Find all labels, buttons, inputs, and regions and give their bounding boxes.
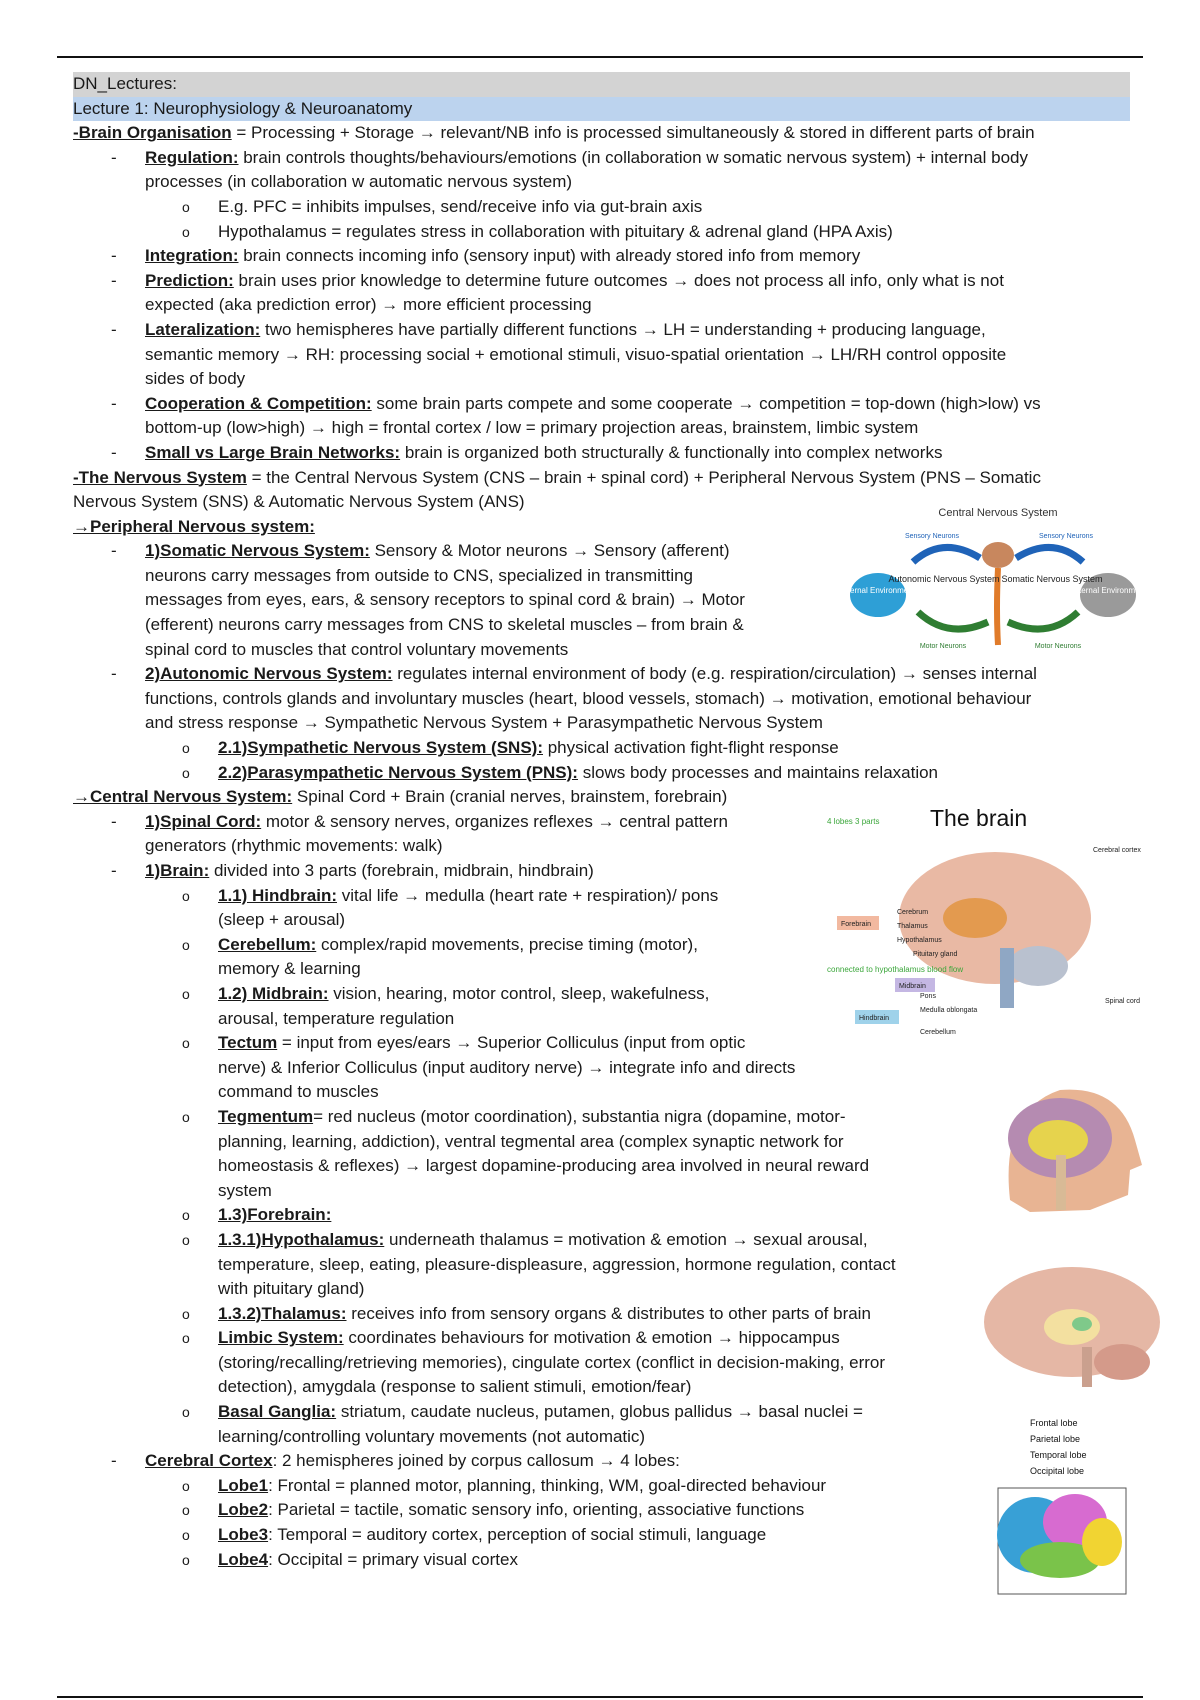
note-text: 1.1) Hindbrain: vital life → medulla (heart rate + respiration)/ pons xyxy=(218,885,719,905)
note-line xyxy=(73,1498,1130,1523)
note-text: planning, learning, addiction), ventral tegmental area (complex synaptic network for xyxy=(218,1131,844,1151)
circle-bullet: o xyxy=(182,936,190,953)
note-text: Hypothalamus = regulates stress in collaboration with pituitary & adrenal gland (HPA Axis) xyxy=(218,221,893,241)
note-text: Lobe3: Temporal = auditory cortex, perception of social stimuli, language xyxy=(218,1525,767,1545)
brainstem-shape xyxy=(1056,1155,1066,1210)
dash-bullet: - xyxy=(111,1451,117,1471)
note-line xyxy=(73,1474,1130,1499)
svg-text:Thalamus: Thalamus xyxy=(897,923,928,930)
note-line xyxy=(73,343,1130,368)
cerebellum-shape xyxy=(1008,946,1068,986)
note-text: Lobe2: Parietal = tactile, somatic sensory info, orienting, associative functions xyxy=(218,1500,805,1520)
course-header: DN_Lectures: xyxy=(73,72,1130,97)
note-text: Cerebellum: complex/rapid movements, precise timing (motor), xyxy=(218,934,698,954)
note-line xyxy=(73,220,1130,245)
dash-bullet: - xyxy=(111,393,117,413)
dash-bullet: - xyxy=(111,270,117,290)
note-text: (efferent) neurons carry messages from CNS to skeletal muscles – from brain & xyxy=(145,615,744,635)
thalamus-shape xyxy=(943,898,1007,938)
brain-lobes-figure xyxy=(990,1410,1140,1600)
note-text: Lateralization: two hemispheres have partially different functions → LH = understanding + producing language, xyxy=(145,319,986,339)
svg-text:Midbrain: Midbrain xyxy=(899,983,926,990)
note-line xyxy=(73,269,1130,294)
dash-bullet: - xyxy=(111,811,117,831)
note-text: command to muscles xyxy=(218,1082,379,1102)
svg-text:Forebrain: Forebrain xyxy=(841,921,871,928)
note-line xyxy=(73,392,1130,417)
note-text: Integration: brain connects incoming info (sensory input) with already stored info from memory xyxy=(145,246,861,266)
note-text: -The Nervous System = the Central Nervous System (CNS – brain + spinal cord) + Peripheral Nervous System (PNS – Somatic xyxy=(73,467,1041,487)
note-line xyxy=(73,1425,1130,1450)
note-text: arousal, temperature regulation xyxy=(218,1008,455,1028)
note-text: Tegmentum= red nucleus (motor coordination), substantia nigra (dopamine, motor- xyxy=(218,1106,846,1126)
note-text: Nervous System (SNS) & Automatic Nervous System (ANS) xyxy=(73,492,525,512)
note-text: (storing/recalling/retrieving memories), cingulate cortex (conflict in decision-making, error xyxy=(218,1352,886,1372)
circle-bullet: o xyxy=(182,1305,190,1322)
sensory-arrow-left xyxy=(913,547,980,562)
circle-bullet: o xyxy=(182,1207,190,1224)
autonomic-label: Autonomic Nervous System xyxy=(888,574,1000,584)
frontal-lobe-label: Frontal lobe xyxy=(1030,1418,1078,1428)
note-text: memory & learning xyxy=(218,959,361,979)
cerebellum-shape xyxy=(1094,1344,1150,1380)
note-line xyxy=(73,466,1130,491)
dash-bullet: - xyxy=(111,664,117,684)
note-text: processes (in collaboration w automatic nervous system) xyxy=(145,172,573,192)
circle-bullet: o xyxy=(182,1551,190,1568)
dash-bullet: - xyxy=(111,442,117,462)
circle-bullet: o xyxy=(182,1035,190,1052)
circle-bullet: o xyxy=(182,1108,190,1125)
sensory-arrow-right xyxy=(1016,547,1083,562)
note-text: Small vs Large Brain Networks: brain is organized both structurally & functionally into complex networks xyxy=(145,442,943,462)
brain-sagittal-figure xyxy=(972,1262,1162,1390)
brain-title: The brain xyxy=(930,805,1028,831)
note-text: 1.2) Midbrain: vision, hearing, motor control, sleep, wakefulness, xyxy=(218,983,710,1003)
note-text: semantic memory → RH: processing social + emotional stimuli, visuo-spatial orientation → LH/RH control opposite xyxy=(145,344,1007,364)
note-line xyxy=(73,416,1130,441)
brain-icon xyxy=(982,542,1014,568)
circle-bullet: o xyxy=(182,1231,190,1248)
somatic-label: Somatic Nervous System xyxy=(1001,574,1103,584)
note-line xyxy=(73,293,1130,318)
note-text: -Brain Organisation = Processing + Storage → relevant/NB info is processed simultaneously & stored in different parts of brain xyxy=(73,123,1035,143)
note-text: functions, controls glands and involuntary muscles (heart, blood vessels, stomach) → motivation, emotional behaviour xyxy=(145,688,1032,708)
circle-bullet: o xyxy=(182,887,190,904)
note-line xyxy=(73,146,1130,171)
note-line xyxy=(73,711,1130,736)
circle-bullet: o xyxy=(182,740,190,757)
note-text: neurons carry messages from outside to CNS, specialized in transmitting xyxy=(145,565,694,585)
note-text: 1)Spinal Cord: motor & sensory nerves, organizes reflexes → central pattern xyxy=(145,811,728,831)
note-line xyxy=(73,761,1130,786)
note-text: messages from eyes, ears, & sensory receptors to spinal cord & brain) → Motor xyxy=(145,590,745,610)
svg-text:External Environment: External Environment xyxy=(1069,586,1147,595)
note-text: 1.3.1)Hypothalamus: underneath thalamus = motivation & emotion → sexual arousal, xyxy=(218,1229,868,1249)
svg-text:Sensory Neurons: Sensory Neurons xyxy=(904,533,960,540)
note-line xyxy=(73,318,1130,343)
note-text: Tectum = input from eyes/ears → Superior Colliculus (input from optic xyxy=(218,1033,746,1053)
note-text: Lobe4: Occipital = primary visual cortex xyxy=(218,1549,518,1569)
note-text: E.g. PFC = inhibits impulses, send/receive info via gut-brain axis xyxy=(218,196,703,216)
note-line xyxy=(73,244,1130,269)
note-line xyxy=(73,367,1130,392)
svg-text:Medulla oblongata: Medulla oblongata xyxy=(920,1007,978,1014)
note-line xyxy=(73,1548,1130,1573)
note-text: 2)Autonomic Nervous System: regulates internal environment of body (e.g. respiration/circulation) → senses internal xyxy=(145,664,1037,684)
svg-text:Cerebrum: Cerebrum xyxy=(897,909,929,916)
note-text: Cooperation & Competition: some brain parts compete and some cooperate → competition = top-down (high>low) vs xyxy=(145,393,1041,413)
occipital-lobe-label: Occipital lobe xyxy=(1030,1466,1085,1476)
note-line xyxy=(73,1400,1130,1425)
note-text: 1)Somatic Nervous System: Sensory & Motor neurons → Sensory (afferent) xyxy=(145,541,730,561)
circle-bullet: o xyxy=(182,1527,190,1544)
temporal-lobe-label: Temporal lobe xyxy=(1030,1450,1087,1460)
note-text: 1)Brain: divided into 3 parts (forebrain, midbrain, hindbrain) xyxy=(145,861,594,880)
note-text: nerve) & Inferior Colliculus (input auditory nerve) → integrate info and directs xyxy=(218,1057,796,1077)
dash-bullet: - xyxy=(111,319,117,339)
circle-bullet: o xyxy=(182,764,190,781)
note-text: Regulation: brain controls thoughts/behaviours/emotions (in collaboration w somatic nervous system) + internal body xyxy=(145,147,1028,167)
top-rule xyxy=(57,56,1143,58)
note-text: temperature, sleep, eating, pleasure-displeasure, aggression, hormone regulation, contact xyxy=(218,1254,896,1274)
head-sagittal-figure xyxy=(970,1070,1150,1220)
svg-text:Motor Neurons: Motor Neurons xyxy=(1034,643,1082,650)
circle-bullet: o xyxy=(182,985,190,1002)
circle-bullet: o xyxy=(182,1502,190,1519)
brainstem-shape xyxy=(1000,948,1014,1008)
svg-text:4 lobes 3 parts: 4 lobes 3 parts xyxy=(827,817,880,826)
dash-bullet: - xyxy=(111,246,117,266)
bottom-rule xyxy=(57,1696,1143,1698)
svg-text:Cerebral cortex: Cerebral cortex xyxy=(1093,847,1141,854)
motor-arrow-left xyxy=(918,612,988,629)
svg-text:connected to hypothalamus bloo: connected to hypothalamus blood flow xyxy=(827,965,964,974)
note-text: with pituitary gland) xyxy=(218,1279,365,1299)
note-text: 1.3)Forebrain: xyxy=(218,1205,332,1225)
circle-bullet: o xyxy=(182,198,190,215)
note-text: spinal cord to muscles that control voluntary movements xyxy=(145,639,569,659)
note-text: expected (aka prediction error) → more efficient processing xyxy=(145,295,592,315)
note-text: (sleep + arousal) xyxy=(218,910,346,930)
note-line xyxy=(73,121,1130,146)
note-text: Limbic System: coordinates behaviours for motivation & emotion → hippocampus xyxy=(218,1328,840,1348)
brainstem-shape xyxy=(1082,1347,1092,1387)
circle-bullet: o xyxy=(182,1330,190,1347)
note-text: bottom-up (low>high) → high = frontal cortex / low = primary projection areas, brainstem, limbic system xyxy=(145,418,919,438)
circle-bullet: o xyxy=(182,1404,190,1421)
note-line xyxy=(73,736,1130,761)
svg-text:Cerebellum: Cerebellum xyxy=(920,1029,956,1036)
limbic-shape xyxy=(1072,1317,1092,1331)
note-text: Cerebral Cortex: 2 hemispheres joined by corpus callosum → 4 lobes: xyxy=(145,1451,680,1471)
thalamus-shape xyxy=(1044,1309,1100,1345)
dash-bullet: - xyxy=(111,861,117,880)
svg-text:Pituitary gland: Pituitary gland xyxy=(913,951,958,958)
svg-text:Sensory Neurons: Sensory Neurons xyxy=(1038,533,1094,540)
note-text: system xyxy=(218,1180,272,1200)
note-text: Lobe1: Frontal = planned motor, planning, thinking, WM, goal-directed behaviour xyxy=(218,1475,827,1495)
note-text: →Central Nervous System: Spinal Cord + Brain (cranial nerves, brainstem, forebrain) xyxy=(73,787,728,807)
note-text: generators (rhythmic movements: walk) xyxy=(145,836,443,856)
note-line xyxy=(73,170,1130,195)
note-text: detection), amygdala (response to salient stimuli, emotion/fear) xyxy=(218,1377,692,1397)
note-text: sides of body xyxy=(145,369,246,389)
dash-bullet: - xyxy=(111,541,117,561)
svg-text:Motor Neurons: Motor Neurons xyxy=(919,643,967,650)
lecture-title: Lecture 1: Neurophysiology & Neuroanatomy xyxy=(73,97,1130,122)
note-text: and stress response → Sympathetic Nervous System + Parasympathetic Nervous System xyxy=(145,713,823,733)
svg-text:Pons: Pons xyxy=(920,993,936,1000)
note-text: Prediction: brain uses prior knowledge to determine future outcomes → does not process all info, only what is not xyxy=(145,270,1004,290)
circle-bullet: o xyxy=(182,1477,190,1494)
note-line xyxy=(73,662,1130,687)
note-line xyxy=(73,195,1130,220)
note-text: 2.1)Sympathetic Nervous System (SNS): physical activation fight-flight response xyxy=(218,738,839,758)
note-line xyxy=(73,1523,1130,1548)
note-text: learning/controlling voluntary movements (not automatic) xyxy=(218,1426,646,1446)
nervous-system-diagram xyxy=(841,500,1147,650)
note-text: →Peripheral Nervous system: xyxy=(73,516,315,536)
limbic-shape xyxy=(1028,1120,1088,1160)
occipital-lobe-shape xyxy=(1082,1518,1122,1566)
note-line xyxy=(73,1228,1130,1253)
svg-text:Internal Environment: Internal Environment xyxy=(841,586,915,595)
svg-text:Hypothalamus: Hypothalamus xyxy=(897,937,942,944)
note-text: homeostasis & reflexes) → largest dopamine-producing area involved in neural reward xyxy=(218,1156,870,1176)
dash-bullet: - xyxy=(111,147,117,167)
note-text: 2.2)Parasympathetic Nervous System (PNS): slows body processes and maintains relaxation xyxy=(218,762,939,782)
note-text: Basal Ganglia: striatum, caudate nucleus, putamen, globus pallidus → basal nuclei = xyxy=(218,1402,863,1422)
cns-label: Central Nervous System xyxy=(938,507,1058,519)
brain-regions-figure xyxy=(825,798,1145,1048)
svg-text:Hindbrain: Hindbrain xyxy=(859,1015,889,1022)
note-line xyxy=(73,687,1130,712)
circle-bullet: o xyxy=(182,223,190,240)
motor-arrow-right xyxy=(1008,612,1078,629)
note-line xyxy=(73,1449,1130,1474)
svg-text:Spinal cord: Spinal cord xyxy=(1105,998,1141,1005)
note-text: 1.3.2)Thalamus: receives info from sensory organs & distributes to other parts of brain xyxy=(218,1303,871,1323)
parietal-lobe-label: Parietal lobe xyxy=(1030,1434,1081,1444)
note-line xyxy=(73,441,1130,466)
